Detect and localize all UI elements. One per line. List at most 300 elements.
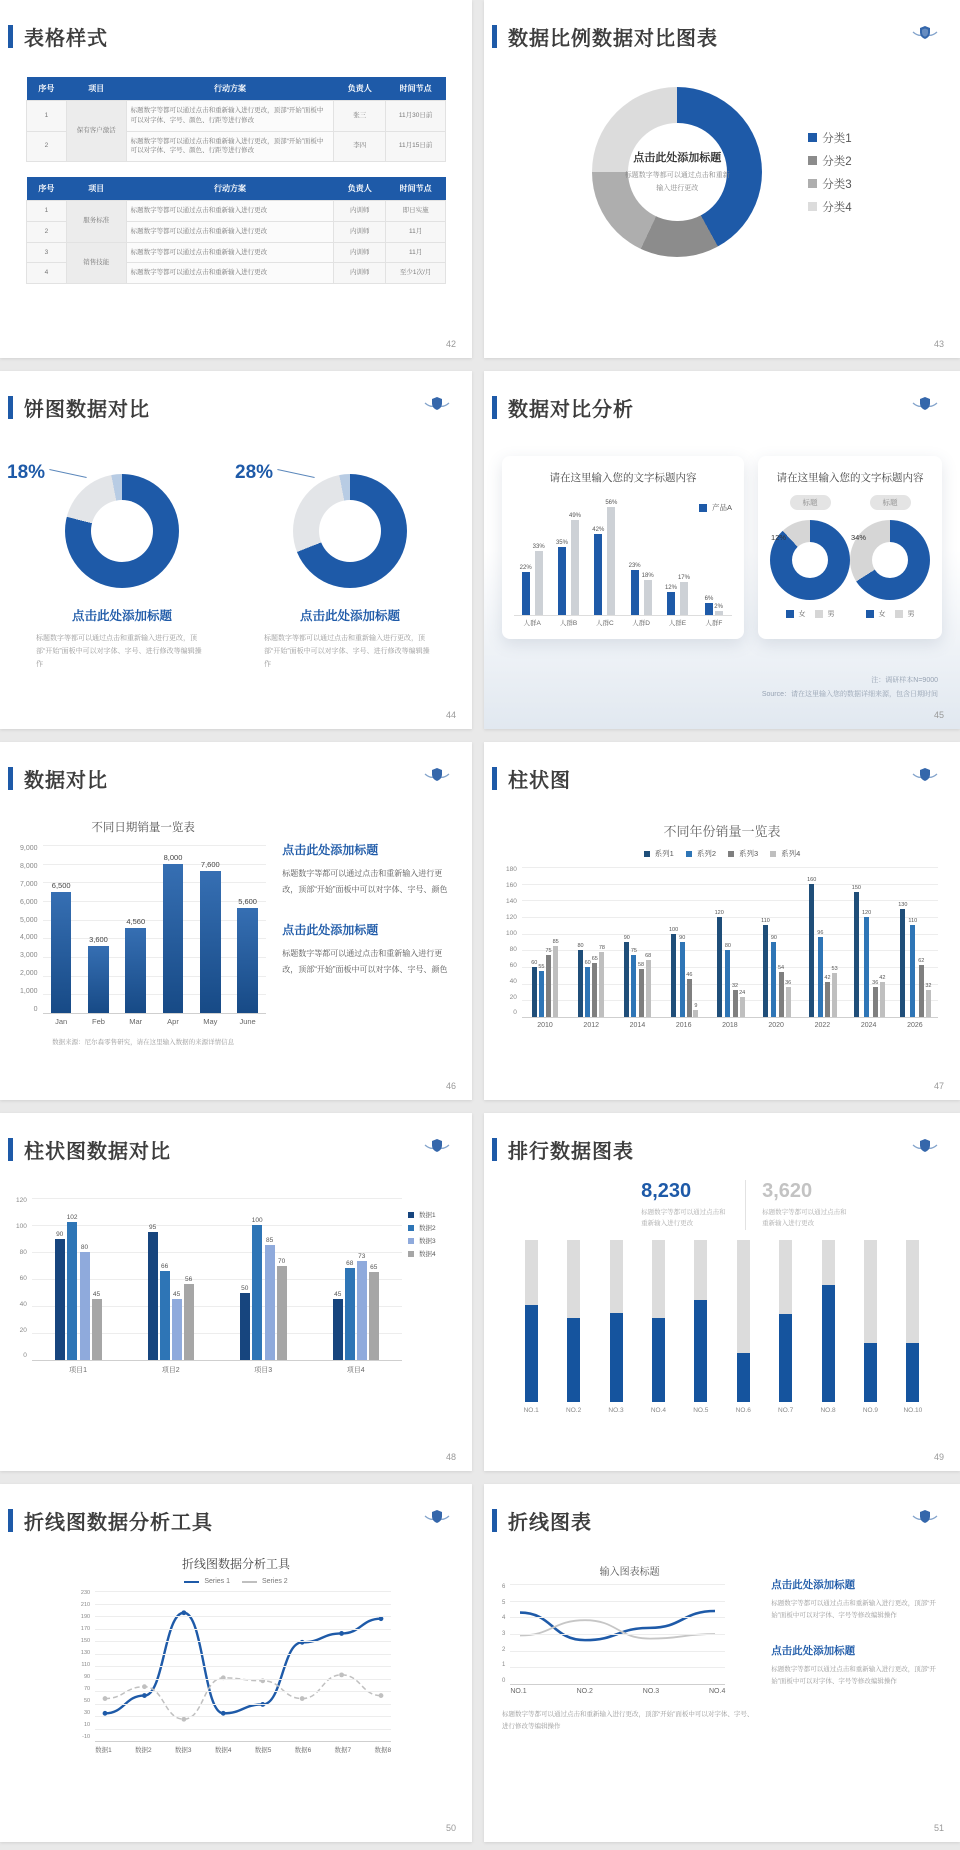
table-cell: 即日实施 bbox=[386, 201, 446, 222]
bar-value-label: 6,500 bbox=[51, 880, 71, 890]
y-axis-tick: 1 bbox=[502, 1662, 506, 1669]
bar bbox=[160, 1271, 170, 1360]
donut-ring bbox=[65, 474, 179, 588]
slide-title: 数据对比 bbox=[24, 770, 108, 792]
bar-group bbox=[624, 867, 652, 1017]
y-axis-tick: 2 bbox=[502, 1646, 506, 1653]
bar-value-label: 150 bbox=[851, 885, 861, 891]
bar bbox=[763, 925, 768, 1017]
bar-column bbox=[892, 1240, 934, 1402]
bars-layer bbox=[32, 1198, 402, 1360]
bar bbox=[687, 979, 692, 1017]
bar bbox=[345, 1268, 355, 1360]
stat-primary bbox=[641, 1180, 729, 1230]
slide-header bbox=[8, 1506, 422, 1535]
legend-item bbox=[895, 609, 915, 619]
bar-value-label: 60 bbox=[531, 960, 538, 966]
table-cell: 内训师 bbox=[334, 263, 386, 284]
title-badge: 标题 bbox=[870, 495, 911, 510]
category-row bbox=[510, 1407, 934, 1414]
y-axis-tick: 20 bbox=[509, 993, 517, 1001]
bar-value-label: 22% bbox=[519, 565, 532, 572]
bars-layer bbox=[514, 495, 732, 615]
slide-45[interactable] bbox=[484, 371, 960, 729]
y-axis bbox=[506, 867, 522, 1017]
stacked-bar bbox=[906, 1240, 919, 1402]
grid-line bbox=[95, 1716, 391, 1717]
bar bbox=[809, 884, 814, 1017]
page-number: 46 bbox=[445, 1081, 456, 1091]
bar bbox=[715, 611, 723, 615]
bar-group bbox=[898, 867, 931, 1017]
table-header: 时间节点 bbox=[386, 177, 446, 201]
callout-line bbox=[277, 469, 314, 478]
category-label: 2010 bbox=[537, 1022, 553, 1029]
slide-43[interactable] bbox=[484, 0, 960, 358]
plot-column bbox=[510, 1240, 934, 1414]
bar bbox=[599, 952, 604, 1017]
y-axis-tick: 20 bbox=[19, 1326, 27, 1334]
slide-header bbox=[8, 764, 422, 793]
plot-area bbox=[514, 495, 732, 616]
bar-wrap bbox=[92, 1198, 102, 1360]
bar bbox=[553, 946, 558, 1017]
category-label: NO.3 bbox=[642, 1688, 660, 1695]
bar bbox=[585, 967, 590, 1017]
bar-value-label: 130 bbox=[898, 901, 908, 908]
legend-item bbox=[866, 609, 886, 619]
bar bbox=[880, 982, 885, 1017]
chart-box bbox=[66, 1555, 406, 1754]
bar-wrap bbox=[533, 495, 545, 615]
bar-column bbox=[722, 1240, 764, 1402]
table-cell: 2 bbox=[27, 221, 67, 242]
bar-value-label: 6% bbox=[704, 596, 714, 603]
bar bbox=[571, 520, 579, 615]
category-label: NO.2 bbox=[566, 1406, 582, 1414]
legend-item bbox=[808, 130, 851, 146]
bar-group-column bbox=[707, 867, 753, 1017]
gender-legend bbox=[850, 609, 930, 619]
slide-header bbox=[8, 1135, 422, 1164]
bar-wrap bbox=[629, 495, 641, 615]
bar-wrap bbox=[265, 1198, 275, 1360]
slide-title: 折线图数据分析工具 bbox=[24, 1512, 213, 1534]
table-cell: 标题数字等都可以通过点击和重新输入进行更改 bbox=[126, 242, 334, 263]
bar bbox=[369, 1272, 379, 1360]
bar-value-label: 46 bbox=[686, 971, 693, 978]
percent-label: 28% bbox=[235, 462, 274, 483]
bar-value-label: 17% bbox=[677, 575, 690, 582]
y-axis-tick: 70 bbox=[83, 1686, 91, 1693]
action-plan-table-2 bbox=[26, 177, 446, 284]
bar bbox=[740, 997, 745, 1017]
y-axis-tick: 100 bbox=[16, 1222, 27, 1230]
bar bbox=[725, 950, 730, 1017]
page-number: 49 bbox=[933, 1452, 944, 1462]
bar-wrap bbox=[569, 495, 581, 615]
y-axis-tick: 120 bbox=[506, 913, 517, 921]
percent-label: 18% bbox=[7, 462, 46, 483]
table-cell: 销售技能 bbox=[66, 242, 126, 284]
category-label: 2020 bbox=[768, 1022, 784, 1029]
gender-legend bbox=[770, 609, 850, 619]
y-axis-tick: 5,000 bbox=[20, 916, 38, 924]
slide-header bbox=[8, 393, 422, 422]
bar-wrap bbox=[807, 867, 816, 1017]
y-axis-tick: 60 bbox=[509, 961, 517, 969]
bar-value-label: 75 bbox=[545, 947, 552, 954]
bar-value-label: 50 bbox=[241, 1284, 249, 1292]
bar-value-label: 70 bbox=[277, 1257, 286, 1265]
category-label: NO.10 bbox=[903, 1406, 923, 1414]
category-label: 数据4 bbox=[214, 1747, 232, 1754]
legend-swatch bbox=[686, 851, 692, 857]
bar-value-label: 45 bbox=[173, 1291, 181, 1299]
legend-item bbox=[815, 609, 835, 619]
title-accent-bar bbox=[8, 767, 13, 790]
bar-group-column bbox=[799, 867, 845, 1017]
bar-group bbox=[556, 495, 581, 615]
category-label: 数据5 bbox=[254, 1747, 272, 1754]
chart-title: 输入图表标题 bbox=[599, 1567, 660, 1578]
data-table bbox=[26, 177, 446, 284]
chart-box bbox=[502, 1563, 757, 1733]
category-label: NO.1 bbox=[523, 1406, 539, 1414]
bar-wrap bbox=[918, 867, 924, 1017]
table-header: 项目 bbox=[66, 177, 126, 201]
bar bbox=[667, 592, 675, 615]
category-label: Feb bbox=[91, 1017, 105, 1026]
stacked-fill bbox=[652, 1318, 665, 1402]
bar-value-label: 110 bbox=[908, 918, 918, 925]
bar bbox=[252, 1225, 262, 1360]
bar-wrap bbox=[778, 867, 784, 1017]
grid-line bbox=[95, 1729, 391, 1730]
bar-wrap bbox=[872, 867, 878, 1017]
bar bbox=[864, 917, 869, 1017]
legend-label: 女 bbox=[878, 611, 886, 618]
badge-row bbox=[770, 495, 930, 510]
legend-swatch bbox=[808, 202, 817, 211]
slide-44[interactable] bbox=[0, 371, 472, 729]
table-header: 行动方案 bbox=[126, 177, 334, 201]
bar-card bbox=[502, 456, 744, 639]
y-axis-tick: 230 bbox=[80, 1590, 91, 1596]
y-axis-tick: 3 bbox=[502, 1630, 506, 1637]
y-axis-tick: 80 bbox=[509, 945, 517, 953]
bar-group-column bbox=[892, 867, 938, 1017]
slide-48[interactable] bbox=[0, 1113, 472, 1471]
slide-46[interactable] bbox=[0, 742, 472, 1100]
line-series bbox=[105, 1675, 381, 1719]
stacked-bar bbox=[864, 1240, 877, 1402]
legend-swatch bbox=[184, 1581, 199, 1583]
legend-item bbox=[686, 848, 716, 859]
category-label: 数据2 bbox=[135, 1747, 152, 1754]
text-block bbox=[771, 1577, 942, 1623]
y-axis-tick: 130 bbox=[80, 1650, 91, 1657]
stacked-bar bbox=[610, 1240, 623, 1402]
brand-logo-icon bbox=[910, 766, 940, 785]
table-cell: 11月 bbox=[386, 242, 446, 263]
bar bbox=[277, 1266, 287, 1361]
donut-wrap bbox=[770, 520, 850, 600]
bar-wrap bbox=[67, 1198, 78, 1360]
bar-wrap bbox=[184, 1198, 194, 1360]
bar-wrap bbox=[599, 867, 605, 1017]
table-cell: 11月30日前 bbox=[386, 101, 446, 132]
stacked-fill bbox=[822, 1285, 835, 1402]
bar bbox=[80, 1252, 90, 1360]
block-body: 标题数字等都可以通过点击和重新输入进行更改，顶部“开始”面板中可以对字体、字号、颜色 bbox=[282, 949, 448, 974]
bar-value-label: 66 bbox=[161, 1262, 169, 1270]
bar bbox=[926, 990, 931, 1017]
bar bbox=[786, 987, 791, 1017]
donut-wrap bbox=[850, 520, 930, 600]
bar-value-label: 32 bbox=[731, 983, 739, 990]
data-point-marker bbox=[339, 1631, 344, 1636]
table-gap bbox=[26, 162, 446, 177]
stacked-bar bbox=[525, 1240, 538, 1402]
legend-label: Series 1 bbox=[204, 1578, 230, 1585]
category-label: NO.1 bbox=[510, 1688, 527, 1695]
bar-wrap bbox=[592, 867, 598, 1017]
category-label: NO.6 bbox=[735, 1406, 751, 1414]
category-label: 人群D bbox=[632, 620, 650, 627]
bar-wrap bbox=[824, 867, 830, 1017]
block-body: 标题数字等都可以通过点击和重新输入进行更改，顶部“开始”面板中可以对字体、字号等修改编辑操作 bbox=[771, 1600, 936, 1620]
bar-group-column bbox=[32, 1198, 125, 1360]
table-cell: 11月 bbox=[386, 221, 446, 242]
bar bbox=[333, 1299, 343, 1360]
stacked-bar bbox=[779, 1240, 792, 1402]
bar-wrap bbox=[862, 867, 871, 1017]
category-row bbox=[522, 1022, 938, 1029]
table-header: 序号 bbox=[27, 77, 67, 101]
callout-line bbox=[49, 469, 86, 478]
bar-wrap bbox=[520, 495, 532, 615]
stat-value: 8,230 bbox=[641, 1180, 692, 1202]
legend-label: 男 bbox=[827, 611, 835, 618]
category-label: 人群E bbox=[668, 620, 687, 627]
title-accent-bar bbox=[492, 1138, 497, 1161]
bar bbox=[873, 987, 878, 1017]
gender-donuts bbox=[770, 520, 930, 619]
legend-swatch bbox=[866, 610, 874, 618]
plot-area bbox=[32, 1198, 402, 1361]
category-label: 人群F bbox=[705, 620, 723, 627]
data-point-marker bbox=[221, 1711, 226, 1716]
table-row bbox=[27, 201, 446, 222]
y-axis-tick: 180 bbox=[506, 866, 517, 873]
bar-group-column bbox=[587, 495, 623, 615]
y-axis-tick: 10 bbox=[83, 1722, 91, 1729]
bar bbox=[854, 892, 859, 1017]
grid-line bbox=[95, 1679, 391, 1680]
gender-donut-left bbox=[770, 520, 850, 619]
bar bbox=[639, 969, 644, 1017]
category-label: May bbox=[203, 1017, 218, 1026]
page-number: 50 bbox=[445, 1823, 456, 1833]
stat-value: 3,620 bbox=[762, 1180, 813, 1202]
category-label: 人群B bbox=[559, 620, 578, 627]
category-row bbox=[32, 1365, 402, 1375]
bar-wrap bbox=[172, 1198, 182, 1360]
brand-logo-icon bbox=[910, 395, 940, 414]
chart-title: 折线图数据分析工具 bbox=[181, 1557, 290, 1571]
bar-value-label: 53 bbox=[831, 965, 838, 972]
y-axis-tick: 40 bbox=[19, 1300, 27, 1308]
bar-group-column bbox=[623, 495, 659, 615]
y-axis-tick: 4,000 bbox=[20, 934, 38, 942]
bar-value-label: 80 bbox=[80, 1244, 89, 1251]
y-axis-tick: 4 bbox=[502, 1615, 506, 1622]
slide-49[interactable] bbox=[484, 1113, 960, 1471]
legend-label: 分类4 bbox=[822, 201, 852, 214]
y-axis-tick: 7,000 bbox=[20, 880, 38, 888]
table-header: 行动方案 bbox=[126, 77, 334, 101]
bar bbox=[240, 1293, 250, 1361]
text-block bbox=[771, 1643, 942, 1689]
bar-value-label: 42 bbox=[824, 975, 831, 981]
bar-wrap bbox=[832, 867, 838, 1017]
bar-group-column bbox=[522, 867, 568, 1017]
bar-value-label: 100 bbox=[668, 926, 679, 933]
table-cell: 1 bbox=[27, 201, 67, 222]
bar-wrap bbox=[771, 867, 777, 1017]
plot-area bbox=[510, 1240, 934, 1402]
table-cell: 李四 bbox=[334, 131, 386, 162]
data-point-marker bbox=[339, 1672, 344, 1677]
category-label: Jan bbox=[55, 1017, 68, 1026]
stat-secondary bbox=[745, 1180, 850, 1230]
bar-wrap bbox=[345, 1198, 355, 1360]
y-axis-tick: 2,000 bbox=[20, 970, 38, 978]
plot-column bbox=[510, 1584, 725, 1695]
slide-title: 数据比例数据对比图表 bbox=[508, 28, 718, 50]
slide-50[interactable] bbox=[0, 1484, 472, 1842]
legend-label: 女 bbox=[798, 611, 806, 618]
chart-row bbox=[510, 1240, 934, 1414]
donut-card bbox=[758, 456, 942, 639]
grid-line bbox=[95, 1616, 391, 1617]
stacked-bar bbox=[694, 1240, 707, 1402]
bar bbox=[607, 507, 615, 615]
bar-group-column bbox=[309, 1198, 402, 1360]
table-cell: 3 bbox=[27, 242, 67, 263]
bar-wrap bbox=[638, 867, 644, 1017]
category-label: 项目2 bbox=[161, 1367, 180, 1374]
brand-logo-icon bbox=[910, 1508, 940, 1527]
slide-42[interactable] bbox=[0, 0, 472, 358]
bar bbox=[237, 908, 258, 1013]
data-point-marker bbox=[142, 1693, 147, 1698]
grid-line bbox=[510, 1617, 725, 1618]
legend-label: 产品A bbox=[711, 503, 732, 512]
brand-logo-icon bbox=[422, 766, 452, 785]
slide-header bbox=[492, 22, 910, 51]
plot-area bbox=[43, 845, 267, 1014]
bar-column bbox=[117, 845, 154, 1013]
table-cell: 标题数字等都可以通过点击和重新输入进行更改，顶部“开始”面板中可以对字体、字号、颜色、行距等进行修改 bbox=[126, 131, 334, 162]
brand-logo-icon bbox=[422, 1508, 452, 1527]
bar bbox=[67, 1222, 77, 1360]
bar bbox=[172, 1299, 182, 1360]
source-note: Source：请在这里输入您的数据详细来源，包含日期时间 bbox=[761, 690, 938, 698]
donut-hole bbox=[792, 542, 829, 579]
table-header: 负责人 bbox=[334, 177, 386, 201]
project-grouped-bar-chart bbox=[16, 1198, 402, 1375]
bar-value-label: 56% bbox=[605, 499, 618, 506]
y-axis-tick: 210 bbox=[80, 1602, 91, 1609]
plot-column bbox=[43, 845, 267, 1026]
bar-wrap bbox=[715, 867, 724, 1017]
plot-area bbox=[95, 1591, 391, 1742]
title-accent-bar bbox=[492, 25, 497, 48]
y-axis-tick: 150 bbox=[80, 1638, 91, 1645]
category-label: 项目1 bbox=[69, 1367, 88, 1374]
category-row bbox=[514, 618, 732, 627]
bar-column bbox=[637, 1240, 679, 1402]
pie-description: 标题数字等都可以通过点击和重新输入进行更改，顶部“开始”面板中可以对字体、字号、进行修改等编辑操作 bbox=[36, 635, 202, 668]
pie-chart-18 bbox=[7, 462, 179, 588]
slide-47[interactable] bbox=[484, 742, 960, 1100]
category-label: Apr bbox=[167, 1017, 179, 1026]
category-label: 2024 bbox=[860, 1022, 877, 1029]
legend-item bbox=[408, 1210, 460, 1219]
bar-wrap bbox=[761, 867, 770, 1017]
page-number: 48 bbox=[445, 1452, 456, 1462]
category-label: 2018 bbox=[722, 1022, 738, 1029]
legend-item bbox=[408, 1249, 460, 1258]
bar-value-label: 120 bbox=[861, 910, 872, 916]
bar-wrap bbox=[879, 867, 885, 1017]
y-axis-tick: 140 bbox=[506, 897, 517, 905]
slide-51[interactable] bbox=[484, 1484, 960, 1842]
category-label: 人群C bbox=[595, 620, 614, 627]
legend-label: 数据3 bbox=[419, 1238, 436, 1245]
bar bbox=[624, 942, 629, 1017]
y-axis-tick: 90 bbox=[83, 1674, 91, 1681]
grid-line bbox=[510, 1584, 725, 1585]
y-axis-tick: 9,000 bbox=[20, 845, 38, 852]
table-cell: 标题数字等都可以通过点击和重新输入进行更改 bbox=[126, 201, 334, 222]
y-axis bbox=[20, 845, 43, 1013]
bar bbox=[910, 925, 915, 1017]
bar-group bbox=[705, 495, 723, 615]
stacked-bar bbox=[567, 1240, 580, 1402]
bar-value-label: 18% bbox=[641, 573, 654, 580]
card-heading: 请在这里输入您的文字标题内容 bbox=[549, 472, 697, 484]
bar-wrap bbox=[925, 867, 931, 1017]
legend-label: 分类2 bbox=[822, 155, 852, 168]
bar-wrap bbox=[642, 495, 654, 615]
bar-value-label: 65 bbox=[370, 1264, 378, 1272]
bar-value-label: 75 bbox=[630, 947, 637, 954]
bar-value-label: 45 bbox=[334, 1291, 342, 1299]
bar-value-label: 58 bbox=[637, 961, 645, 968]
block-title: 点击此处添加标题 bbox=[282, 843, 379, 857]
ranking-stacked-bar-chart bbox=[510, 1240, 934, 1414]
y-axis-tick: 8,000 bbox=[20, 862, 38, 870]
stats-row bbox=[641, 1180, 930, 1230]
block-title: 点击此处添加标题 bbox=[771, 1644, 856, 1657]
bar-group bbox=[629, 495, 654, 615]
y-axis-tick: 0 bbox=[23, 1352, 27, 1360]
legend-item bbox=[808, 176, 851, 192]
simple-line-chart bbox=[502, 1584, 757, 1695]
